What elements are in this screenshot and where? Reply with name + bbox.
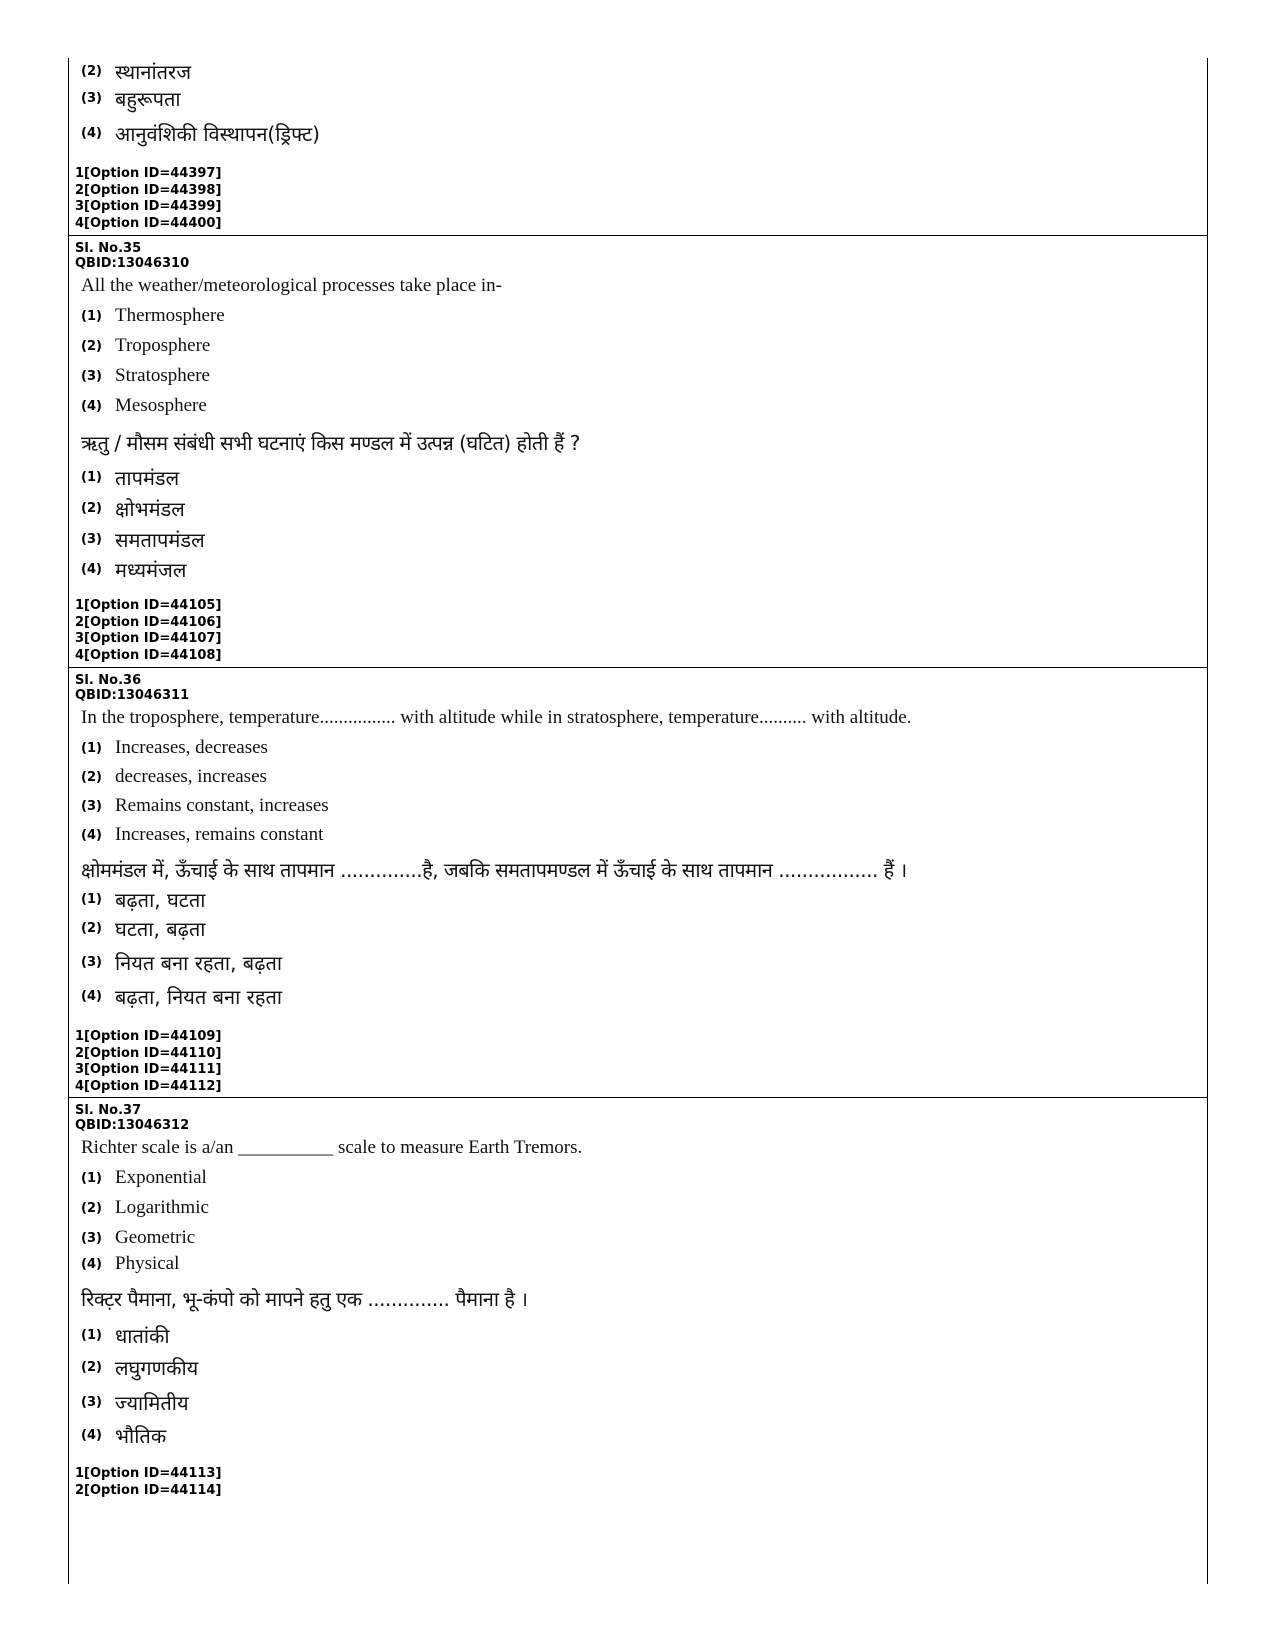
option-text: decreases, increases xyxy=(115,766,267,787)
qbid: QBID:13046311 xyxy=(75,688,190,703)
option-row xyxy=(81,58,191,85)
option-row xyxy=(81,526,205,553)
option-id: 2[Option ID=44106] xyxy=(75,614,222,630)
option-number: (1) xyxy=(81,1170,102,1186)
option-number: (1) xyxy=(81,740,102,756)
option-text: नियत बना रहता, बढ़ता xyxy=(115,951,283,975)
option-row xyxy=(81,824,323,846)
option-number: (4) xyxy=(81,827,102,843)
option-number: (2) xyxy=(81,338,102,354)
option-number: (3) xyxy=(81,532,102,547)
question-text-hi: रिक्ट़र पैमाना, भू-कंपो को मापने हतु एक .............. पैमाना है । xyxy=(81,1287,528,1311)
option-number: (3) xyxy=(81,798,102,814)
option-id: 4[Option ID=44108] xyxy=(75,647,222,663)
option-number: (1) xyxy=(81,1328,102,1343)
question-text-en: All the weather/meteorological processes take place in- xyxy=(81,275,502,296)
option-row xyxy=(81,85,181,112)
option-row xyxy=(81,949,282,976)
option-row xyxy=(81,1167,207,1189)
question-text-en: In the troposphere, temperature................ with altitude while in stratosphere, temperature.......... with altitude. xyxy=(81,707,912,728)
option-row xyxy=(81,305,225,327)
option-id: 4[Option ID=44400] xyxy=(75,215,222,231)
option-id: 3[Option ID=44107] xyxy=(75,631,222,646)
option-text: बढ़ता, नियत बना रहता xyxy=(115,985,283,1009)
option-number: (2) xyxy=(81,501,102,516)
serial-number: Sl. No.36 xyxy=(75,673,142,688)
option-text: तापमंडल xyxy=(115,466,180,490)
option-text: Geometric xyxy=(115,1227,196,1248)
qbid: QBID:13046310 xyxy=(75,256,190,271)
question-header xyxy=(75,673,189,703)
option-row xyxy=(81,395,207,417)
option-text: Logarithmic xyxy=(115,1197,209,1218)
option-text: घटता, बढ़ता xyxy=(115,917,206,941)
option-text: Mesosphere xyxy=(115,395,207,416)
option-row xyxy=(81,915,205,942)
option-text: आनुवंशिकी विस्थापन(ड्रिफ्ट) xyxy=(115,122,320,146)
qbid: QBID:13046312 xyxy=(75,1118,190,1133)
option-text: बढ़ता, घटता xyxy=(115,888,206,912)
option-text: Stratosphere xyxy=(115,365,210,386)
option-number: (2) xyxy=(81,769,102,785)
option-row xyxy=(81,1197,209,1219)
option-id: 2[Option ID=44114] xyxy=(75,1482,222,1498)
option-id-list xyxy=(75,598,221,664)
option-number: (2) xyxy=(81,64,102,79)
option-number: (3) xyxy=(81,368,102,384)
option-id: 1[Option ID=44113] xyxy=(75,1466,222,1481)
option-number: (4) xyxy=(81,562,102,577)
option-text: Increases, decreases xyxy=(115,737,268,758)
option-text: Troposphere xyxy=(115,335,211,356)
option-text: Increases, remains constant xyxy=(115,824,324,845)
option-id: 1[Option ID=44397] xyxy=(75,166,222,181)
option-text: Remains constant, increases xyxy=(115,795,329,816)
option-number: (4) xyxy=(81,126,102,141)
option-id: 2[Option ID=44110] xyxy=(75,1045,222,1061)
option-number: (2) xyxy=(81,1360,102,1375)
option-row xyxy=(81,766,267,788)
option-id: 3[Option ID=44111] xyxy=(75,1062,222,1077)
option-text: समतापमंडल xyxy=(115,528,205,552)
option-text: Thermosphere xyxy=(115,305,225,326)
option-row xyxy=(81,464,179,491)
option-id: 4[Option ID=44112] xyxy=(75,1078,222,1094)
option-id-list xyxy=(75,166,221,232)
option-number: (1) xyxy=(81,892,102,907)
option-text: Exponential xyxy=(115,1167,207,1188)
question-text-en: Richter scale is a/an __________ scale to measure Earth Tremors. xyxy=(81,1137,583,1158)
option-text: मध्यमंजल xyxy=(115,558,187,582)
option-number: (3) xyxy=(81,955,102,970)
option-number: (3) xyxy=(81,1395,102,1410)
option-row xyxy=(81,983,282,1010)
option-text: भौतिक xyxy=(115,1424,167,1448)
option-id: 1[Option ID=44109] xyxy=(75,1029,222,1044)
question-text-hi: क्षोममंडल में, ऊँचाई के साथ तापमान ..............है, जबकि समतापमण्डल में ऊँचाई के साथ तापमान ................. हैं । xyxy=(81,858,907,882)
serial-number: Sl. No.35 xyxy=(75,241,142,256)
option-row xyxy=(81,737,268,759)
question-separator xyxy=(69,235,1207,236)
option-text: बहुरूपता xyxy=(115,87,181,111)
option-number: (2) xyxy=(81,1200,102,1216)
option-number: (3) xyxy=(81,91,102,106)
option-row xyxy=(81,795,329,817)
option-row xyxy=(81,886,205,913)
option-number: (3) xyxy=(81,1230,102,1246)
option-row xyxy=(81,1354,198,1381)
question-header xyxy=(75,241,189,271)
option-number: (1) xyxy=(81,470,102,485)
option-row xyxy=(81,1422,166,1449)
question-text-hi: ऋतु / मौसम संबंधी सभी घटनाएं किस मण्डल में उत्पन्न (घटित) होती हैं ? xyxy=(81,431,580,455)
question-header xyxy=(75,1103,189,1133)
option-text: लघुगणकीय xyxy=(115,1356,199,1380)
option-row xyxy=(81,120,320,147)
option-number: (1) xyxy=(81,308,102,324)
option-row xyxy=(81,1322,170,1349)
option-text: Physical xyxy=(115,1253,180,1274)
option-row xyxy=(81,335,210,357)
option-text: ज्यामितीय xyxy=(115,1391,189,1415)
option-row xyxy=(81,495,185,522)
option-number: (4) xyxy=(81,989,102,1004)
question-separator xyxy=(69,1097,1207,1098)
option-number: (4) xyxy=(81,1256,102,1272)
question-separator xyxy=(69,667,1207,668)
option-row xyxy=(81,365,210,387)
option-id: 3[Option ID=44399] xyxy=(75,199,222,214)
option-number: (2) xyxy=(81,921,102,936)
option-row xyxy=(81,1227,195,1249)
option-row xyxy=(81,1389,189,1416)
option-row xyxy=(81,556,186,583)
option-id-list xyxy=(75,1466,221,1499)
option-id-list xyxy=(75,1029,221,1095)
option-text: धातांकी xyxy=(115,1324,170,1348)
serial-number: Sl. No.37 xyxy=(75,1103,142,1118)
option-text: स्थानांतरज xyxy=(115,60,192,84)
option-text: क्षोभमंडल xyxy=(115,497,185,521)
option-id: 2[Option ID=44398] xyxy=(75,182,222,198)
question-paper-sheet xyxy=(68,58,1208,1584)
option-number: (4) xyxy=(81,398,102,414)
option-number: (4) xyxy=(81,1428,102,1443)
option-id: 1[Option ID=44105] xyxy=(75,598,222,613)
option-row xyxy=(81,1253,179,1275)
